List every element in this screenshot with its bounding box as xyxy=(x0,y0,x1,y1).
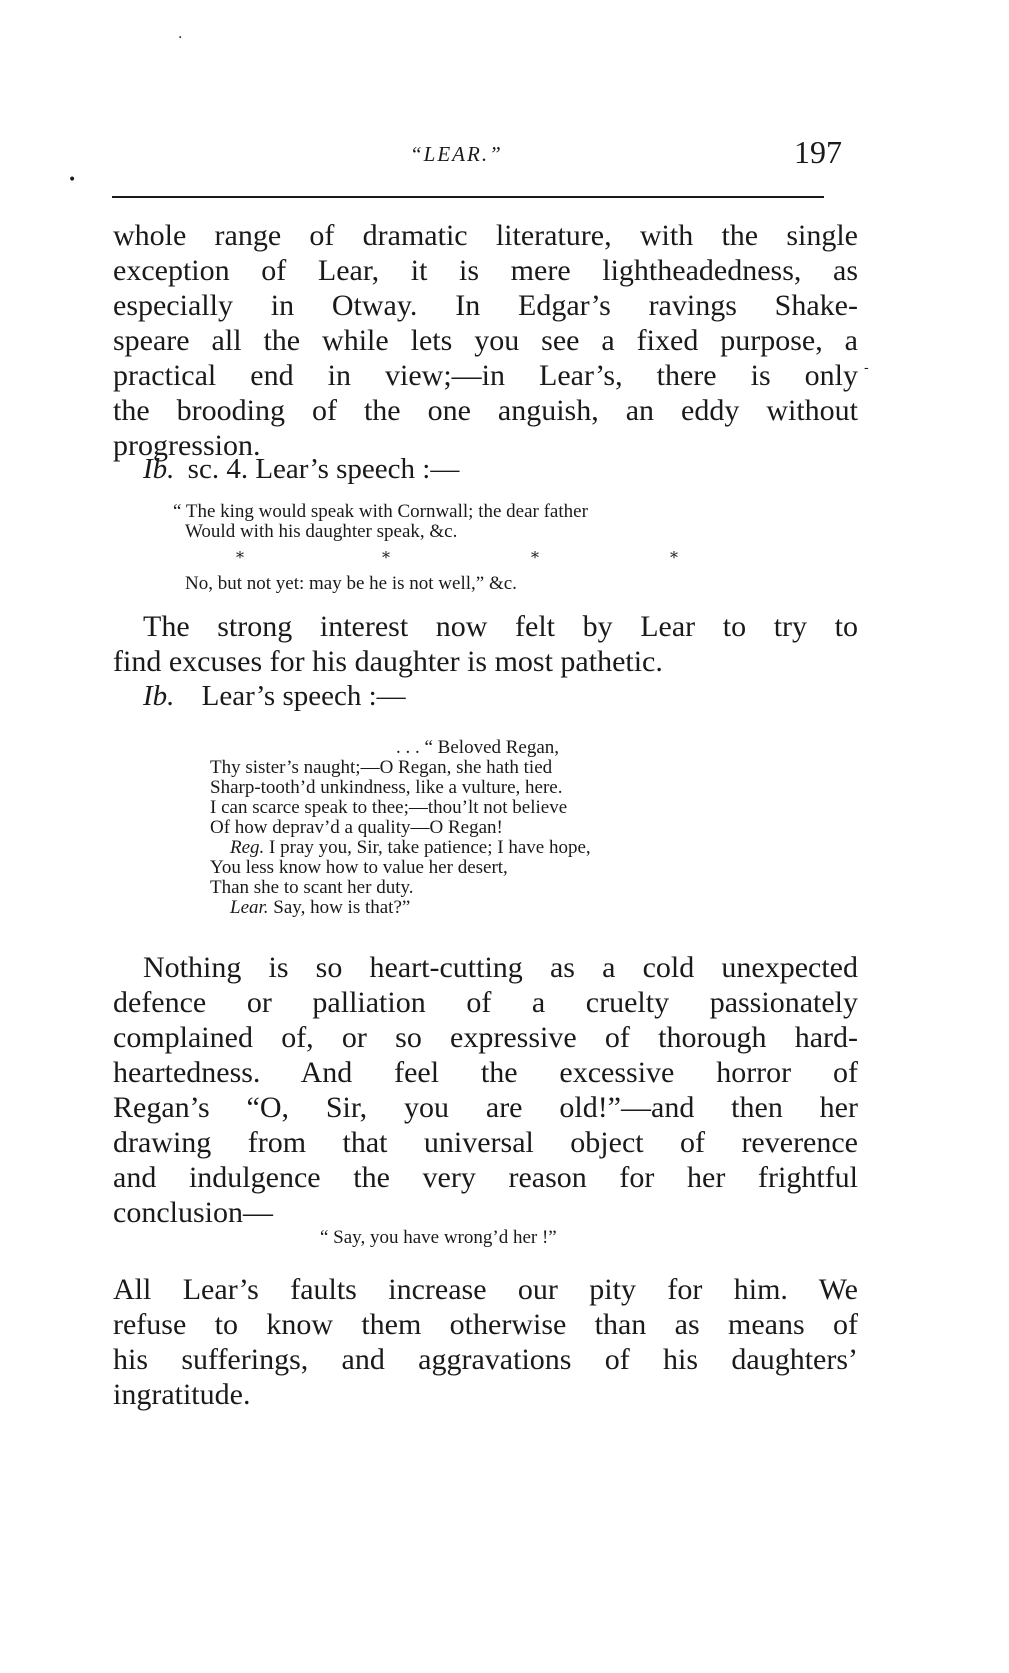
quote-3 xyxy=(320,1228,557,1248)
reference-1 xyxy=(143,453,459,486)
asterisk: * xyxy=(382,548,390,567)
quote-text: I pray you, Sir, take patience; I have hope, xyxy=(269,837,591,858)
text-line: Nothing is so heart-cutting as a cold unexpected xyxy=(143,951,858,984)
speaker-lear: Lear. xyxy=(230,897,269,918)
paragraph-2 xyxy=(113,609,858,679)
text-line: conclusion— xyxy=(113,1196,273,1229)
quote-line: I can scarce speak to thee;—thou’lt not believe xyxy=(210,797,568,818)
quote-line-lear xyxy=(210,898,591,918)
reference-label: Ib. xyxy=(143,453,175,485)
text-line: whole range of dramatic literature, with the single xyxy=(113,219,858,252)
asterisk: * xyxy=(236,548,244,567)
text-line: the brooding of the one anguish, an eddy without xyxy=(113,394,858,427)
text-line: heartedness. And feel the excessive horror of xyxy=(113,1056,858,1089)
text-line: All Lear’s faults increase our pity for him. We xyxy=(113,1273,858,1306)
quote-line: Sharp-tooth’d unkindness, like a vulture, here. xyxy=(210,777,563,798)
reference-text: sc. 4. Lear’s speech :— xyxy=(187,453,460,485)
text-line: find excuses for his daughter is most pathetic. xyxy=(113,645,663,678)
reference-text: Lear’s speech :— xyxy=(201,680,406,712)
quote-2 xyxy=(210,738,591,918)
quote-line-reg xyxy=(210,838,591,858)
paragraph-3 xyxy=(113,950,858,1230)
reference-label: Ib. xyxy=(143,680,175,712)
text-line: drawing from that universal object of reverence xyxy=(113,1126,858,1159)
text-line: his sufferings, and aggravations of his daughters’ xyxy=(113,1343,858,1376)
header-rule xyxy=(112,196,824,198)
text-line: speare all the while lets you see a fixed purpose, a xyxy=(113,324,858,357)
page-number: 197 xyxy=(794,134,842,170)
speaker-reg: Reg. xyxy=(230,837,265,858)
text-line: refuse to know them otherwise than as means of xyxy=(113,1308,858,1341)
running-head: “LEAR.” xyxy=(410,142,503,166)
text-line: exception of Lear, it is mere lightheadedness, as xyxy=(113,254,858,287)
quote-line: No, but not yet: may be he is not well,” &c. xyxy=(185,573,517,594)
text-line: and indulgence the very reason for her frightful xyxy=(113,1161,858,1194)
paragraph-1 xyxy=(113,218,858,463)
speck-mark: · xyxy=(178,30,183,46)
text-line: practical end in view;—in Lear’s, there is only xyxy=(113,359,858,392)
quote-text: Say, how is that?” xyxy=(273,897,411,918)
quote-line: “ Say, you have wrong’d her !” xyxy=(320,1227,557,1248)
speck-mark: • xyxy=(68,172,77,188)
quote-line: . . . “ Beloved Regan, xyxy=(396,737,560,758)
text-line: progression. xyxy=(113,429,261,462)
quote-line: “ The king would speak with Cornwall; the dear father xyxy=(173,501,588,522)
asterisk: * xyxy=(531,548,539,567)
asterisk: * xyxy=(670,548,678,567)
paragraph-4 xyxy=(113,1272,858,1412)
text-line: especially in Otway. In Edgar’s ravings Shake- xyxy=(113,289,858,322)
text-line: complained of, or so expressive of thorough hard- xyxy=(113,1021,858,1054)
quote-1-last-line xyxy=(185,574,517,594)
speck-mark: - xyxy=(864,360,869,376)
text-line: The strong interest now felt by Lear to try to xyxy=(143,610,858,643)
text-line: ingratitude. xyxy=(113,1378,251,1411)
quote-1 xyxy=(173,502,588,542)
text-line: defence or palliation of a cruelty passionately xyxy=(113,986,858,1019)
page-header xyxy=(0,134,1009,178)
quote-line: Than she to scant her duty. xyxy=(210,877,414,898)
quote-line: You less know how to value her desert, xyxy=(210,857,508,878)
text-line: Regan’s “O, Sir, you are old!”—and then her xyxy=(113,1091,858,1124)
reference-2 xyxy=(143,680,406,713)
quote-line: Thy sister’s naught;—O Regan, she hath tied xyxy=(210,757,553,778)
quote-line: Of how deprav’d a quality—O Regan! xyxy=(210,817,503,838)
quote-line: Would with his daughter speak, &c. xyxy=(185,521,458,542)
